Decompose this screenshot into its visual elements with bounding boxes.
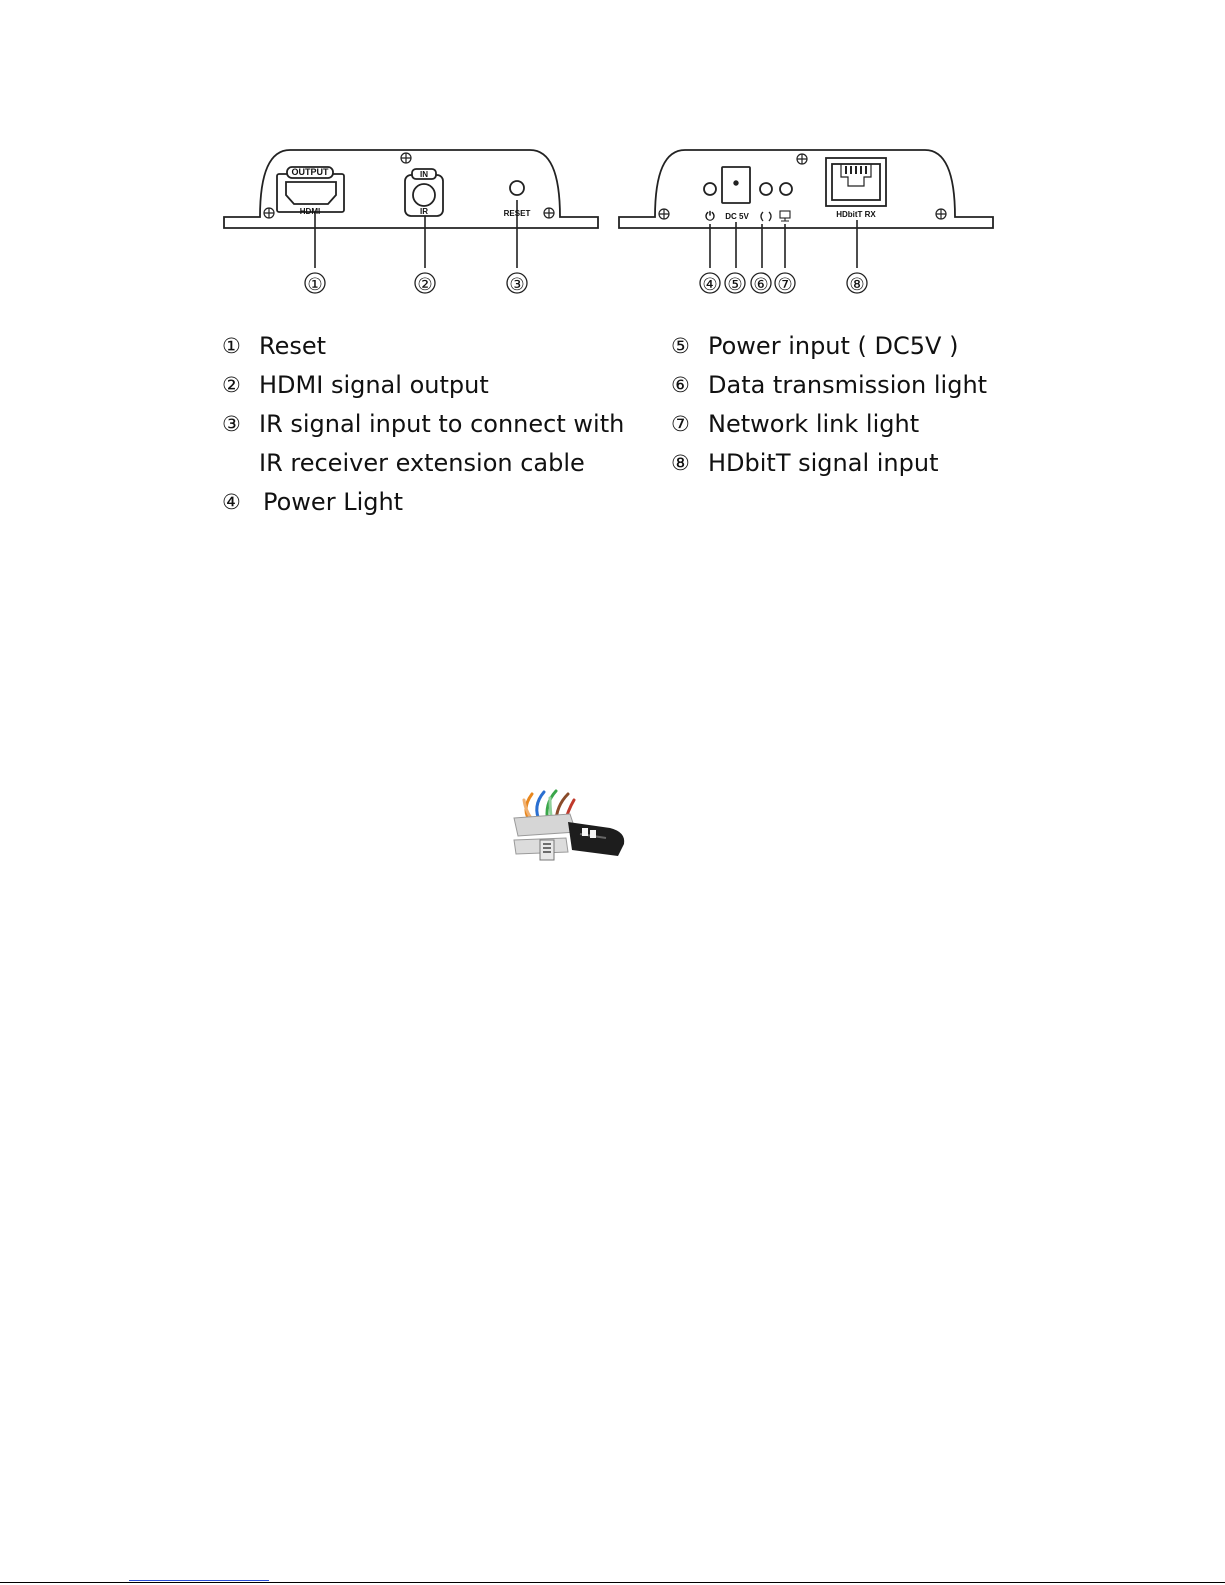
screw-icon bbox=[659, 154, 946, 219]
dc-power-jack bbox=[722, 167, 750, 203]
ir-top-label: IN bbox=[420, 170, 428, 179]
footer-rule bbox=[0, 1582, 1225, 1583]
callout-8: ⑧ bbox=[849, 275, 865, 295]
network-link-icon bbox=[780, 211, 790, 221]
link-led bbox=[780, 183, 792, 195]
data-led bbox=[760, 183, 772, 195]
legend-number: ④ bbox=[222, 490, 241, 514]
legend-text: IR receiver extension cable bbox=[259, 449, 585, 477]
legend-text: HDMI signal output bbox=[259, 371, 489, 399]
legend-number: ① bbox=[222, 334, 241, 358]
rear-panel bbox=[224, 150, 598, 293]
dc-label: DC 5V bbox=[725, 212, 749, 221]
front-panel bbox=[619, 150, 993, 293]
callout-1: ① bbox=[307, 275, 323, 295]
legend-text: IR signal input to connect with bbox=[259, 410, 625, 438]
reset-label: RESET bbox=[503, 209, 531, 218]
rj45-label: HDbitT RX bbox=[836, 210, 876, 219]
legend-number: ⑧ bbox=[671, 451, 690, 475]
power-icon: ⏻ bbox=[705, 209, 715, 223]
data-activity-icon bbox=[761, 212, 771, 221]
legend-text: Network link light bbox=[708, 410, 920, 438]
callout-2: ② bbox=[417, 275, 433, 295]
hdmi-bottom-label: HDMI bbox=[299, 207, 321, 216]
legend-number: ⑥ bbox=[671, 373, 690, 397]
rj45-port bbox=[826, 158, 886, 206]
reset-button bbox=[510, 181, 524, 195]
callout-5: ⑤ bbox=[727, 275, 743, 295]
legend-text: Power Light bbox=[263, 488, 404, 516]
hdmi-top-label: OUTPUT bbox=[291, 167, 329, 177]
legend-text: Data transmission light bbox=[708, 371, 988, 399]
callout-4: ④ bbox=[702, 275, 718, 295]
callout-3: ③ bbox=[509, 275, 525, 295]
ir-bottom-label: IR bbox=[420, 207, 428, 216]
device-diagram bbox=[0, 0, 1225, 320]
callout-6: ⑥ bbox=[753, 275, 769, 295]
ethernet-cable-image bbox=[510, 788, 634, 866]
legend-number: ⑤ bbox=[671, 334, 690, 358]
legend-number: ⑦ bbox=[671, 412, 690, 436]
legend-number: ② bbox=[222, 373, 241, 397]
callout-7: ⑦ bbox=[777, 275, 793, 295]
footer-link-underline bbox=[129, 1580, 269, 1581]
legend-text: Power input ( DC5V ) bbox=[708, 332, 959, 360]
legend-number: ③ bbox=[222, 412, 241, 436]
power-led bbox=[704, 183, 716, 195]
legend-text: HDbitT signal input bbox=[708, 449, 939, 477]
legend-text: Reset bbox=[259, 332, 327, 360]
